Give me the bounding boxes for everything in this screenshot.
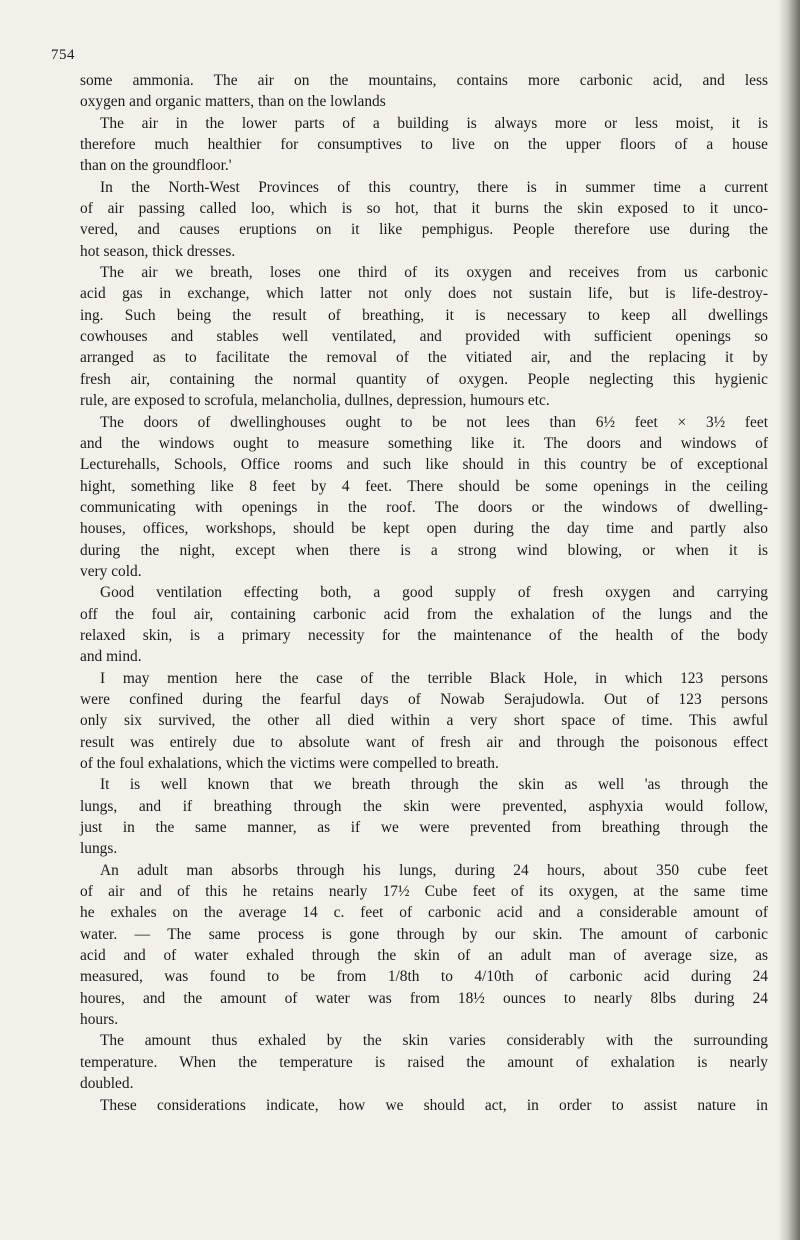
text-line: The air in the lower parts of a building is always more or less moist, it is — [100, 114, 768, 132]
text-line: vered, and causes eruptions on it like pemphigus. People therefore use during the — [80, 221, 768, 239]
text-line: In the North-West Provinces of this country, there is in summer time a current — [100, 178, 768, 196]
text-line: These considerations indicate, how we should act, in order to assist nature in — [100, 1096, 768, 1114]
text-line: some ammonia. The air on the mountains, contains more carbonic acid, and less — [80, 72, 768, 89]
text-line: he exhales on the average 14 c. feet of carbonic acid and a considerable amount of — [80, 904, 768, 922]
text-line: cowhouses and stables well ventilated, and provided with sufficient openings so — [80, 328, 768, 346]
text-line: only six survived, the other all died within a very short space of time. This awful — [80, 712, 768, 730]
text-line: off the foul air, containing carbonic acid from the exhalation of the lungs and the — [80, 605, 768, 623]
page-edge-shadow — [778, 0, 800, 1240]
text-line: houres, and the amount of water was from 18½ ounces to nearly 8lbs during 24 — [80, 989, 768, 1007]
text-line: It is well known that we breath through the skin as well 'as through the — [100, 776, 768, 794]
text-line: were confined during the fearful days of Nowab Serajudowla. Out of 123 persons — [80, 690, 768, 708]
text-line: The air we breath, loses one third of its oxygen and receives from us carbonic — [100, 264, 768, 282]
text-line: water. — The same process is gone through by our skin. The amount of carbonic — [80, 925, 768, 943]
body-text — [80, 70, 768, 1116]
text-line: than on the groundfloor.' — [80, 157, 232, 175]
text-line: measured, was found to be from 1/8th to 4/10th of carbonic acid during 24 — [80, 968, 768, 986]
text-line: ing. Such being the result of breathing, it is necessary to keep all dwellings — [80, 306, 768, 324]
text-line: relaxed skin, is a primary necessity for the maintenance of the health of the body — [80, 626, 768, 644]
text-line: acid gas in exchange, which latter not only does not sustain life, but is life-destroy- — [80, 285, 768, 303]
text-line: during the night, except when there is a strong wind blowing, or when it is — [80, 541, 768, 559]
text-line: arranged as to facilitate the removal of the vitiated air, and the replacing it by — [80, 349, 768, 367]
text-line: therefore much healthier for consumptives to live on the upper floors of a house — [80, 136, 768, 154]
text-line: acid and of water exhaled through the skin of an adult man of average size, as — [80, 947, 768, 965]
text-line: of air passing called loo, which is so hot, that it burns the skin exposed to it unco- — [80, 200, 768, 218]
text-line: of air and of this he retains nearly 17½ Cube feet of its oxygen, at the same time — [80, 883, 768, 901]
text-line: Good ventilation effecting both, a good supply of fresh oxygen and carrying — [100, 584, 768, 602]
text-line: hours. — [80, 1011, 119, 1029]
text-line: hight, something like 8 feet by 4 feet. There should be some openings in the ceiling — [80, 477, 768, 495]
text-line: temperature. When the temperature is raised the amount of exhalation is nearly — [80, 1053, 768, 1071]
text-line: An adult man absorbs through his lungs, during 24 hours, about 350 cube feet — [100, 861, 768, 879]
text-line: rule, are exposed to scrofula, melancholia, dullnes, depression, humours etc. — [80, 392, 550, 410]
text-line: houses, offices, workshops, should be kept open during the day time and partly also — [80, 520, 768, 538]
text-line: communicating with openings in the roof. The doors or the windows of dwelling- — [80, 498, 768, 516]
text-line: result was entirely due to absolute want of fresh air and through the poisonous effect — [80, 733, 768, 751]
text-line: very cold. — [80, 562, 142, 580]
text-line: The amount thus exhaled by the skin varies considerably with the surrounding — [100, 1032, 768, 1050]
text-line: lungs, and if breathing through the skin were prevented, asphyxia would follow, — [80, 797, 768, 815]
text-line: doubled. — [80, 1075, 134, 1093]
text-line: oxygen and organic matters, than on the lowlands — [80, 93, 386, 111]
text-line: and the windows ought to measure something like it. The doors and windows of — [80, 434, 768, 452]
text-line: I may mention here the case of the terrible Black Hole, in which 123 persons — [100, 669, 768, 687]
text-line: Lecturehalls, Schools, Office rooms and such like should in this country be of exceptional — [80, 456, 768, 474]
text-line: The doors of dwellinghouses ought to be not lees than 6½ feet × 3½ feet — [100, 413, 768, 431]
text-line: lungs. — [80, 840, 118, 858]
text-line: and mind. — [80, 648, 142, 666]
text-line: of the foul exhalations, which the victims were compelled to breath. — [80, 755, 499, 772]
page-number: 754 — [51, 47, 75, 63]
text-line: hot season, thick dresses. — [80, 242, 236, 260]
text-line: fresh air, containing the normal quantity of oxygen. People neglecting this hygienic — [80, 370, 768, 388]
text-line: just in the same manner, as if we were prevented from breathing through the — [80, 819, 768, 837]
